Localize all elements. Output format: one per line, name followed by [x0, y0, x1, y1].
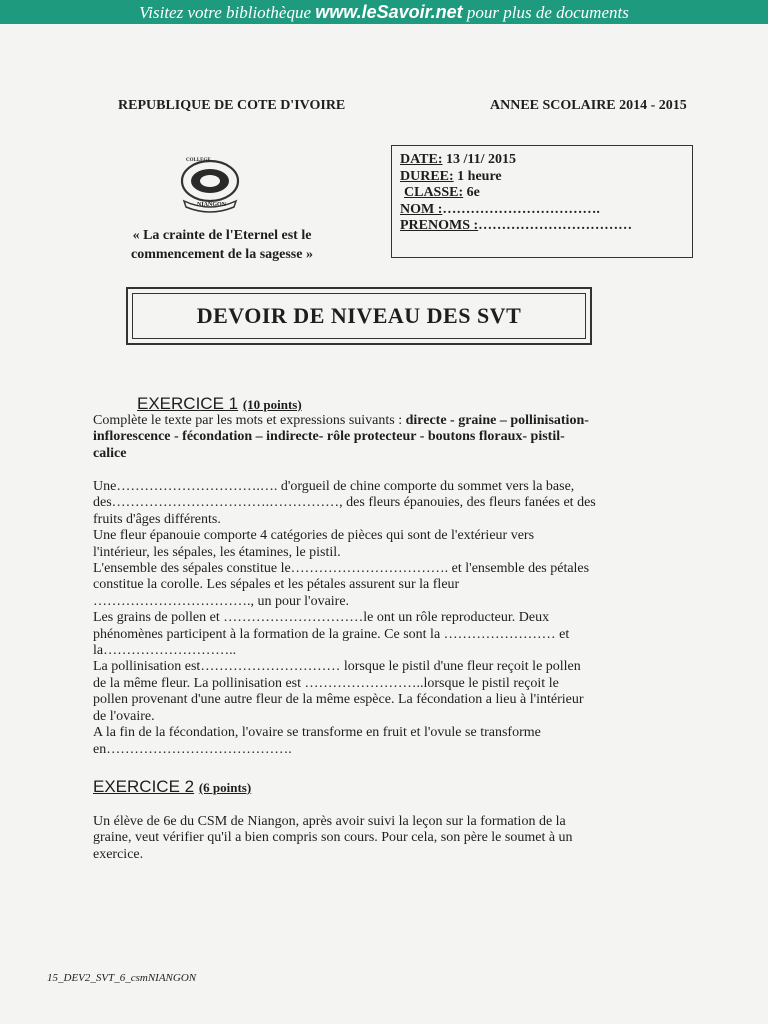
student-info-box: [391, 145, 693, 258]
text-line: l'intérieur, les sépales, les étamines, le pistil.: [93, 544, 341, 560]
motto: [112, 226, 332, 264]
prenoms-row: [400, 218, 692, 235]
classe-value: 6e: [466, 185, 480, 200]
banner-site-link[interactable]: www.leSavoir.net: [315, 2, 463, 22]
banner-prefix: Visitez votre bibliothèque: [139, 3, 311, 22]
text-line: de l'ovaire.: [93, 708, 155, 724]
text-line: des…………………………….……………, des fleurs épanouies, des fleurs fanées et des: [93, 495, 596, 511]
text-line: de la même fleur. La pollinisation est ……………………..lorsque le pistil reçoit le: [93, 675, 559, 691]
exercise-2-text: [93, 814, 641, 863]
motto-line: commencement de la sagesse »: [131, 247, 313, 262]
nom-label: NOM :: [400, 201, 443, 217]
text-line: Les grains de pollen et …………………………le ont un rôle reproducteur. Deux: [93, 610, 550, 626]
date-row: [400, 152, 692, 169]
exercise-1-text: [93, 479, 641, 758]
banner-suffix: pour plus de documents: [466, 3, 629, 22]
nom-row: [400, 202, 692, 219]
text-line: L'ensemble des sépales constitue le……………………………. et l'ensemble des pétales: [93, 561, 590, 577]
word-list-1: directe - graine – pollinisation-: [405, 413, 589, 428]
instructions-text: Complète le texte par les mots et expressions suivants :: [93, 413, 403, 428]
prenoms-label: PRENOMS :: [400, 218, 479, 233]
text-line: pollen provenant d'une autre fleur de la même espèce. La fécondation a lieu à l'intérieur: [93, 692, 584, 708]
exercise-1-heading: [137, 394, 302, 414]
school-logo: [178, 157, 242, 213]
text-line: A la fin de la fécondation, l'ovaire se transforme en fruit et l'ovule se transforme: [93, 725, 541, 741]
motto-line: « La crainte de l'Eternel est le: [132, 228, 312, 243]
exercise-1-points: (10 points): [242, 397, 302, 412]
text-line: la………………………..: [93, 643, 237, 659]
exercise-2-title: EXERCICE 2: [93, 777, 195, 796]
text-line: fruits d'âges différents.: [93, 511, 221, 527]
nom-field[interactable]: …………………………….: [442, 201, 600, 217]
text-line: exercice.: [93, 846, 144, 862]
text-line: Une fleur épanouie comporte 4 catégories de pièces qui sont de l'extérieur vers: [93, 528, 535, 544]
prenoms-field[interactable]: ……………………………: [478, 218, 633, 233]
exercise-2-heading: [93, 777, 251, 797]
site-banner[interactable]: [0, 0, 768, 24]
classe-label: CLASSE:: [404, 185, 464, 200]
date-value: 13 /11/ 2015: [446, 152, 517, 167]
text-line: ……………………………., un pour l'ovaire.: [93, 593, 350, 609]
exam-title-box: [126, 287, 592, 345]
text-line: phénomènes participent à la formation de la graine. Ce sont la …………………… et: [93, 626, 570, 642]
text-line: La pollinisation est………………………… lorsque le pistil d'une fleur reçoit le pollen: [93, 659, 581, 675]
word-list-2: inflorescence - fécondation – indirecte- rôle protecteur - boutons floraux- pistil-: [93, 429, 565, 445]
text-line: graine, veut vérifier qu'il a bien compris son cours. Pour cela, son père le soumet à un: [93, 830, 573, 846]
exam-title: DEVOIR DE NIVEAU DES SVT: [132, 293, 586, 339]
country-header: REPUBLIQUE DE COTE D'IVOIRE: [118, 98, 346, 113]
school-year: ANNEE SCOLAIRE 2014 - 2015: [490, 98, 687, 113]
classe-row: [400, 185, 692, 202]
text-line: Un élève de 6e du CSM de Niangon, après avoir suivi la leçon sur la formation de la: [93, 814, 566, 829]
exercise-2-points: (6 points): [198, 780, 252, 795]
word-list-3: calice: [93, 445, 127, 461]
logo-top-text: COLLEGE: [186, 158, 211, 163]
text-line: constitue la corolle. Les sépales et les pétales assurent sur la fleur: [93, 577, 460, 593]
logo-bottom-text: NIANGON: [197, 202, 227, 208]
duree-row: [400, 169, 692, 186]
document-footer: 15_DEV2_SVT_6_csmNIANGON: [47, 972, 197, 984]
date-label: DATE:: [400, 152, 443, 167]
text-line: en………………………………….: [93, 741, 292, 757]
exercise-1-instructions: [93, 413, 641, 462]
duree-label: DUREE:: [400, 168, 454, 184]
text-line: Une………………………….…. d'orgueil de chine comporte du sommet vers la base,: [93, 479, 575, 494]
duree-value: 1 heure: [457, 168, 502, 184]
exercise-1-title: EXERCICE 1: [137, 394, 239, 413]
